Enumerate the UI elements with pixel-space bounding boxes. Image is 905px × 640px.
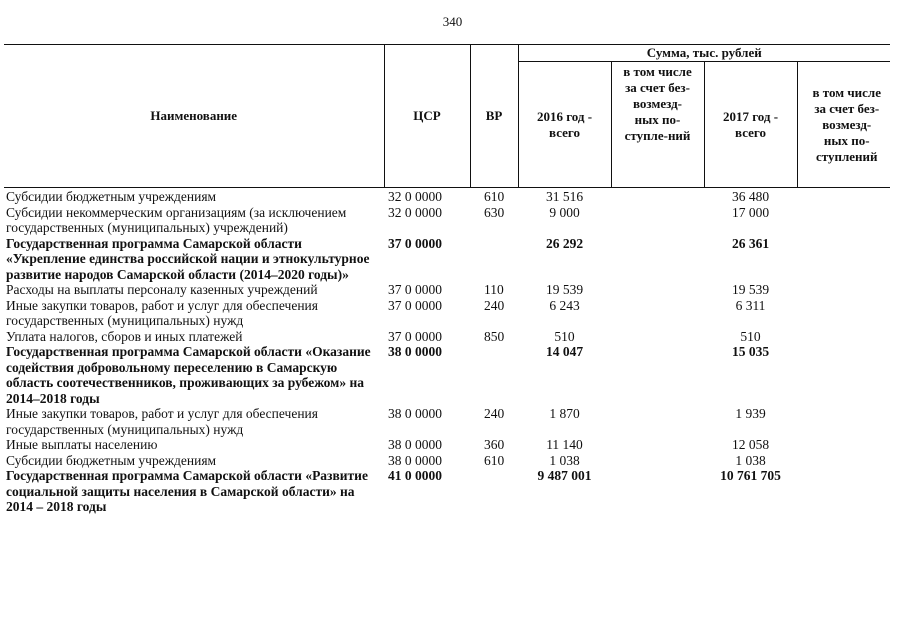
table-row [4, 205, 890, 236]
row-2017-nonrepayable [797, 188, 890, 205]
row-name: Иные закупки товаров, работ и услуг для обеспечения государственных (муниципальных) нужд [6, 297, 318, 328]
row-csr: 37 0 0000 [388, 235, 442, 251]
table-row [4, 406, 890, 437]
table-row [4, 236, 890, 283]
row-2016-nonrepayable [611, 344, 704, 406]
row-csr: 38 0 0000 [388, 452, 442, 468]
row-2017-nonrepayable [797, 282, 890, 298]
row-2017-total: 10 761 705 [720, 468, 781, 483]
row-2017-nonrepayable [797, 329, 890, 345]
row-name: Государственная программа Самарской области «Укрепление единства российской нации и этнокультурное развитие народов Самарской области (2014–2020 годы)» [6, 235, 370, 282]
row-2016-total: 9 487 001 [537, 468, 592, 483]
table-body [4, 188, 890, 515]
row-csr: 32 0 0000 [388, 189, 442, 204]
row-2016-total: 14 047 [545, 344, 584, 359]
row-name: Субсидии бюджетным учреждениям [6, 189, 217, 204]
row-2016-nonrepayable [611, 406, 704, 437]
row-name: Расходы на выплаты персоналу казенных учреждений [6, 282, 318, 297]
row-2016-total: 31 516 [545, 189, 584, 204]
row-vr [470, 236, 518, 283]
row-2016-nonrepayable [611, 298, 704, 329]
header-vr: ВР [470, 45, 518, 188]
table-row [4, 437, 890, 453]
row-2016-nonrepayable [611, 205, 704, 236]
header-2016-total: 2016 год - всего [518, 62, 611, 188]
row-2016-nonrepayable [611, 236, 704, 283]
row-vr: 360 [484, 437, 505, 452]
table-row [4, 329, 890, 345]
row-2017-total: 19 539 [731, 282, 770, 297]
row-2016-nonrepayable [611, 453, 704, 469]
row-2017-nonrepayable [797, 236, 890, 283]
header-2016-nonrepayable: в том числе за счет без-возмезд-ных по-ступле-ний [611, 62, 704, 188]
row-2017-nonrepayable [797, 453, 890, 469]
table-row [4, 344, 890, 406]
row-vr: 240 [484, 297, 505, 313]
row-name: Субсидии некоммерческим организациям (за исключением государственных (муниципальных) учреждений) [6, 204, 347, 235]
row-2017-nonrepayable [797, 344, 890, 406]
row-2017-nonrepayable [797, 468, 890, 515]
row-2017-nonrepayable [797, 406, 890, 437]
table-row [4, 468, 890, 515]
row-csr: 37 0 0000 [388, 328, 442, 344]
row-vr: 610 [484, 452, 505, 468]
row-csr: 37 0 0000 [388, 282, 442, 297]
row-vr: 850 [484, 328, 505, 344]
row-2016-total: 1 870 [549, 406, 580, 421]
row-2017-nonrepayable [797, 205, 890, 236]
table-row [4, 298, 890, 329]
row-csr: 38 0 0000 [388, 437, 442, 452]
row-2016-total: 1 038 [549, 452, 580, 468]
row-vr: 110 [484, 282, 504, 297]
page-number: 340 [442, 14, 463, 29]
row-2016-total: 19 539 [545, 282, 584, 297]
row-2017-total: 26 361 [731, 235, 770, 251]
header-csr: ЦСР [384, 45, 470, 188]
row-name: Иные закупки товаров, работ и услуг для обеспечения государственных (муниципальных) нужд [6, 406, 318, 437]
row-vr: 240 [484, 406, 505, 421]
row-2016-total: 510 [554, 328, 575, 344]
row-csr: 38 0 0000 [388, 344, 442, 359]
row-2017-total: 1 939 [735, 406, 766, 421]
row-name: Иные выплаты населению [6, 437, 158, 452]
row-vr: 610 [484, 189, 505, 204]
row-name: Государственная программа Самарской области «Развитие социальной защиты населения в Самарской области» на 2014 – 2018 годы [6, 468, 368, 514]
row-vr [470, 468, 518, 515]
row-2017-total: 12 058 [731, 437, 770, 452]
header-2017-nonrepayable: в том числе за счет без-возмезд-ных по-ступлений [797, 62, 890, 188]
row-csr: 32 0 0000 [388, 204, 442, 220]
row-2017-total: 510 [740, 328, 761, 344]
table-row [4, 282, 890, 298]
table-row [4, 453, 890, 469]
row-2016-nonrepayable [611, 329, 704, 345]
header-2017-total: 2017 год - всего [704, 62, 797, 188]
row-2016-total: 9 000 [549, 204, 580, 220]
row-csr: 41 0 0000 [388, 468, 442, 483]
row-2017-total: 6 311 [735, 297, 766, 313]
row-2016-total: 6 243 [549, 297, 580, 313]
row-2017-total: 15 035 [731, 344, 770, 359]
row-csr: 37 0 0000 [388, 297, 442, 313]
row-name: Субсидии бюджетным учреждениям [6, 452, 217, 468]
row-vr: 630 [484, 204, 505, 220]
row-2017-nonrepayable [797, 437, 890, 453]
budget-table [4, 44, 890, 515]
row-2016-nonrepayable [611, 188, 704, 205]
table-header [4, 45, 890, 188]
row-name: Государственная программа Самарской области «Оказание содействия добровольному переселению в Самарскую область соотечественников, проживающих за рубежом» на 2014–2018 годы [6, 344, 371, 406]
row-name: Уплата налогов, сборов и иных платежей [6, 328, 243, 344]
header-name: Наименование [4, 45, 384, 188]
row-2016-nonrepayable [611, 437, 704, 453]
row-2016-total: 11 140 [546, 437, 583, 452]
row-vr [470, 344, 518, 406]
row-csr: 38 0 0000 [388, 406, 442, 421]
row-2017-total: 36 480 [731, 189, 770, 204]
row-2016-total: 26 292 [545, 235, 584, 251]
row-2016-nonrepayable [611, 468, 704, 515]
table-row [4, 188, 890, 205]
row-2017-total: 1 038 [735, 452, 766, 468]
header-sum-group: Сумма, тыс. рублей [518, 45, 890, 62]
row-2017-nonrepayable [797, 298, 890, 329]
row-2017-total: 17 000 [731, 204, 770, 220]
row-2016-nonrepayable [611, 282, 704, 298]
